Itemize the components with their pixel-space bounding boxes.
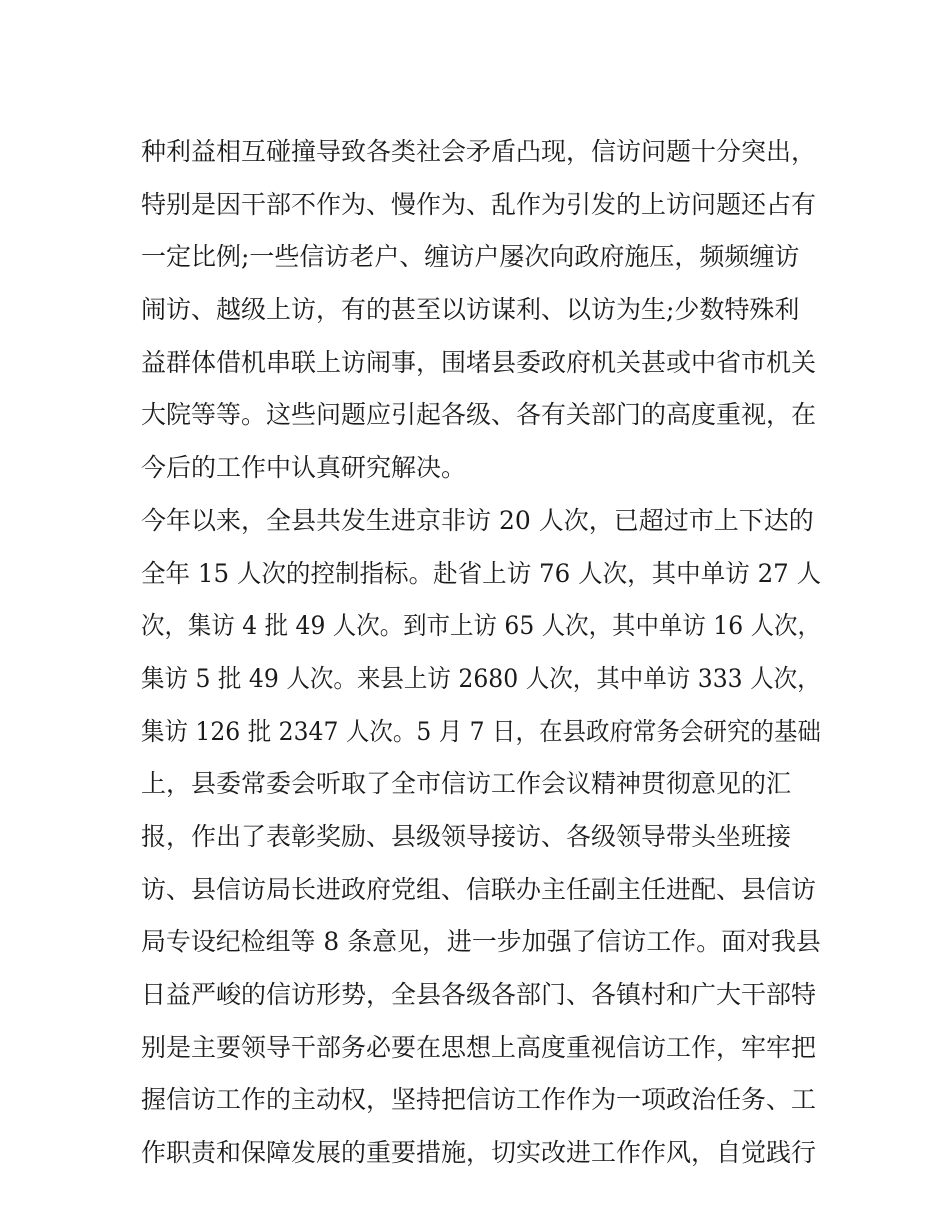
body-text: [141, 126, 821, 1180]
text-line: 访、县信访局长进政府党组、信联办主任副主任进配、县信访: [141, 874, 817, 904]
text-line: 日益严峻的信访形势，全县各级各部门、各镇村和广大干部特: [141, 980, 817, 1009]
text-line: 大院等等。这些问题应引起各级、各有关部门的高度重视，在: [141, 400, 817, 430]
text-line: 今后的工作中认真研究解决。: [141, 453, 467, 483]
text-line: 种利益相互碰撞导致各类社会矛盾凸现，信访问题十分突出，: [141, 137, 817, 166]
text-line: 别是主要领导干部务必要在思想上高度重视信访工作，牢牢把: [141, 1032, 817, 1062]
text-line: 局专设纪检组等 8 条意见，进一步加强了信访工作。面对我县: [141, 927, 821, 957]
text-line: 上，县委常委会听取了全市信访工作会议精神贯彻意见的汇: [141, 769, 792, 799]
text-line: 次，集访 4 批 49 人次。到市上访 65 人次，其中单访 16 人次，: [141, 611, 821, 641]
text-line: 益群体借机串联上访闹事，围堵县委政府机关甚或中省市机关: [141, 347, 817, 377]
text-line: 闹访、越级上访，有的甚至以访谋利、以访为生;少数特殊利: [141, 295, 800, 325]
text-line: 今年以来，全县共发生进京非访 20 人次，已超过市上下达的: [141, 505, 814, 535]
text-line: 握信访工作的主动权，坚持把信访工作作为一项政治任务、工: [141, 1085, 817, 1115]
text-line: 特别是因干部不作为、慢作为、乱作为引发的上访问题还占有: [141, 189, 817, 219]
text-line: 作职责和保障发展的重要措施，切实改进工作作风，自觉践行: [141, 1138, 817, 1168]
text-line: 一定比例;一些信访老户、缠访户屡次向政府施压，频频缠访: [141, 242, 800, 272]
text-line: 全年 15 人次的控制指标。赴省上访 76 人次，其中单访 27 人: [141, 558, 822, 588]
text-line: 集访 126 批 2347 人次。5 月 7 日，在县政府常务会研究的基础: [141, 716, 821, 746]
text-line: 集访 5 批 49 人次。来县上访 2680 人次，其中单访 333 人次，: [141, 663, 821, 693]
text-line: 报，作出了表彰奖励、县级领导接访、各级领导带头坐班接: [141, 821, 792, 851]
